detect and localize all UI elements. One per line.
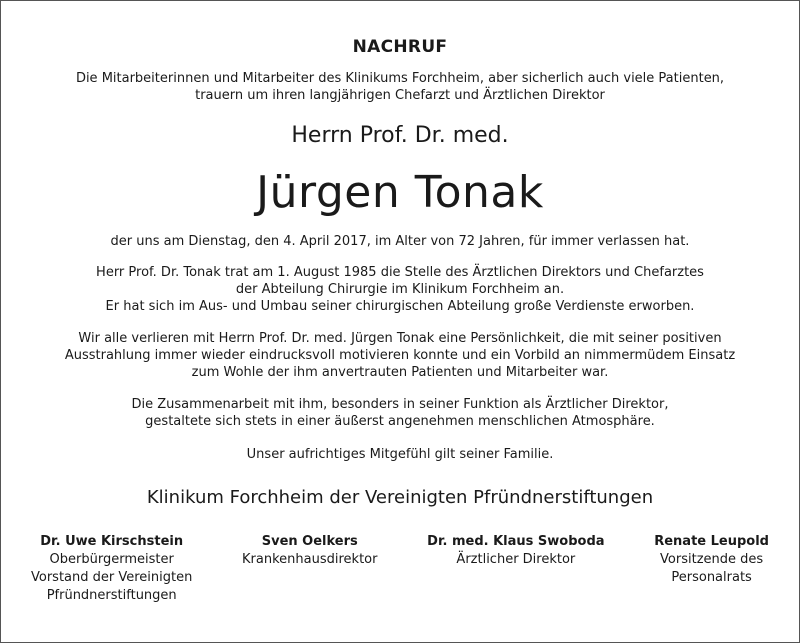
condolence-line: Unser aufrichtiges Mitgefühl gilt seiner Familie. xyxy=(246,447,554,462)
death-notice: der uns am Dienstag, den 4. April 2017, im Alter von 72 Jahren, für immer verlassen hat. xyxy=(110,234,690,249)
organization-name: Klinikum Forchheim der Vereinigten Pfründnerstiftungen xyxy=(146,487,654,508)
intro-line-1: Die Mitarbeiterinnen und Mitarbeiter des Klinikums Forchheim, aber sicherlich auch viele Patienten, xyxy=(75,71,725,86)
signatory xyxy=(427,533,604,605)
paragraph1-line-1: Herr Prof. Dr. Tonak trat am 1. August 1985 die Stelle des Ärztlichen Direktors und Chefarztes xyxy=(96,265,704,280)
paragraph2-line-2: Ausstrahlung immer wieder eindrucksvoll motivieren konnte und ein Vorbild an nimmermüdem Einsatz xyxy=(64,348,736,363)
paragraph1-line-2: der Abteilung Chirurgie im Klinikum Forchheim an. xyxy=(235,282,565,297)
paragraph2-line-1: Wir alle verlieren mit Herrn Prof. Dr. med. Jürgen Tonak eine Persönlichkeit, die mit seiner positiven xyxy=(78,331,722,346)
signatory-name: Dr. Uwe Kirschstein xyxy=(40,534,184,549)
signatory xyxy=(242,533,377,605)
notice-heading: NACHRUF xyxy=(352,37,448,57)
signatory-role: Vorsitzende des Personalrats xyxy=(660,552,764,585)
signatory-role: Oberbürgermeister Vorstand der Vereinigten Pfründnerstiftungen xyxy=(31,552,193,603)
intro-line-2: trauern um ihren langjährigen Chefarzt und Ärztlichen Direktor xyxy=(195,88,605,103)
paragraph3-line-2: gestaltete sich stets in einer äußerst angenehmen menschlichen Atmosphäre. xyxy=(145,414,655,429)
paragraph3-line-1: Die Zusammenarbeit mit ihm, besonders in seiner Funktion als Ärztlicher Direktor, xyxy=(131,397,669,412)
paragraph2-line-3: zum Wohle der ihm anvertrauten Patienten und Mitarbeiter war. xyxy=(191,365,609,380)
signatory-name: Sven Oelkers xyxy=(261,534,358,549)
signatory-name: Renate Leupold xyxy=(654,534,769,549)
signatories xyxy=(1,533,799,605)
signatory-role: Krankenhausdirektor xyxy=(242,552,378,567)
signatory-name: Dr. med. Klaus Swoboda xyxy=(427,534,605,549)
signatory xyxy=(654,533,769,605)
honorific: Herrn Prof. Dr. med. xyxy=(291,123,509,148)
paragraph1-line-3: Er hat sich im Aus- und Umbau seiner chirurgischen Abteilung große Verdienste erworben. xyxy=(105,299,695,314)
deceased-name: Jürgen Tonak xyxy=(256,167,544,218)
signatory-role: Ärztlicher Direktor xyxy=(456,552,576,567)
signatory xyxy=(31,533,192,605)
